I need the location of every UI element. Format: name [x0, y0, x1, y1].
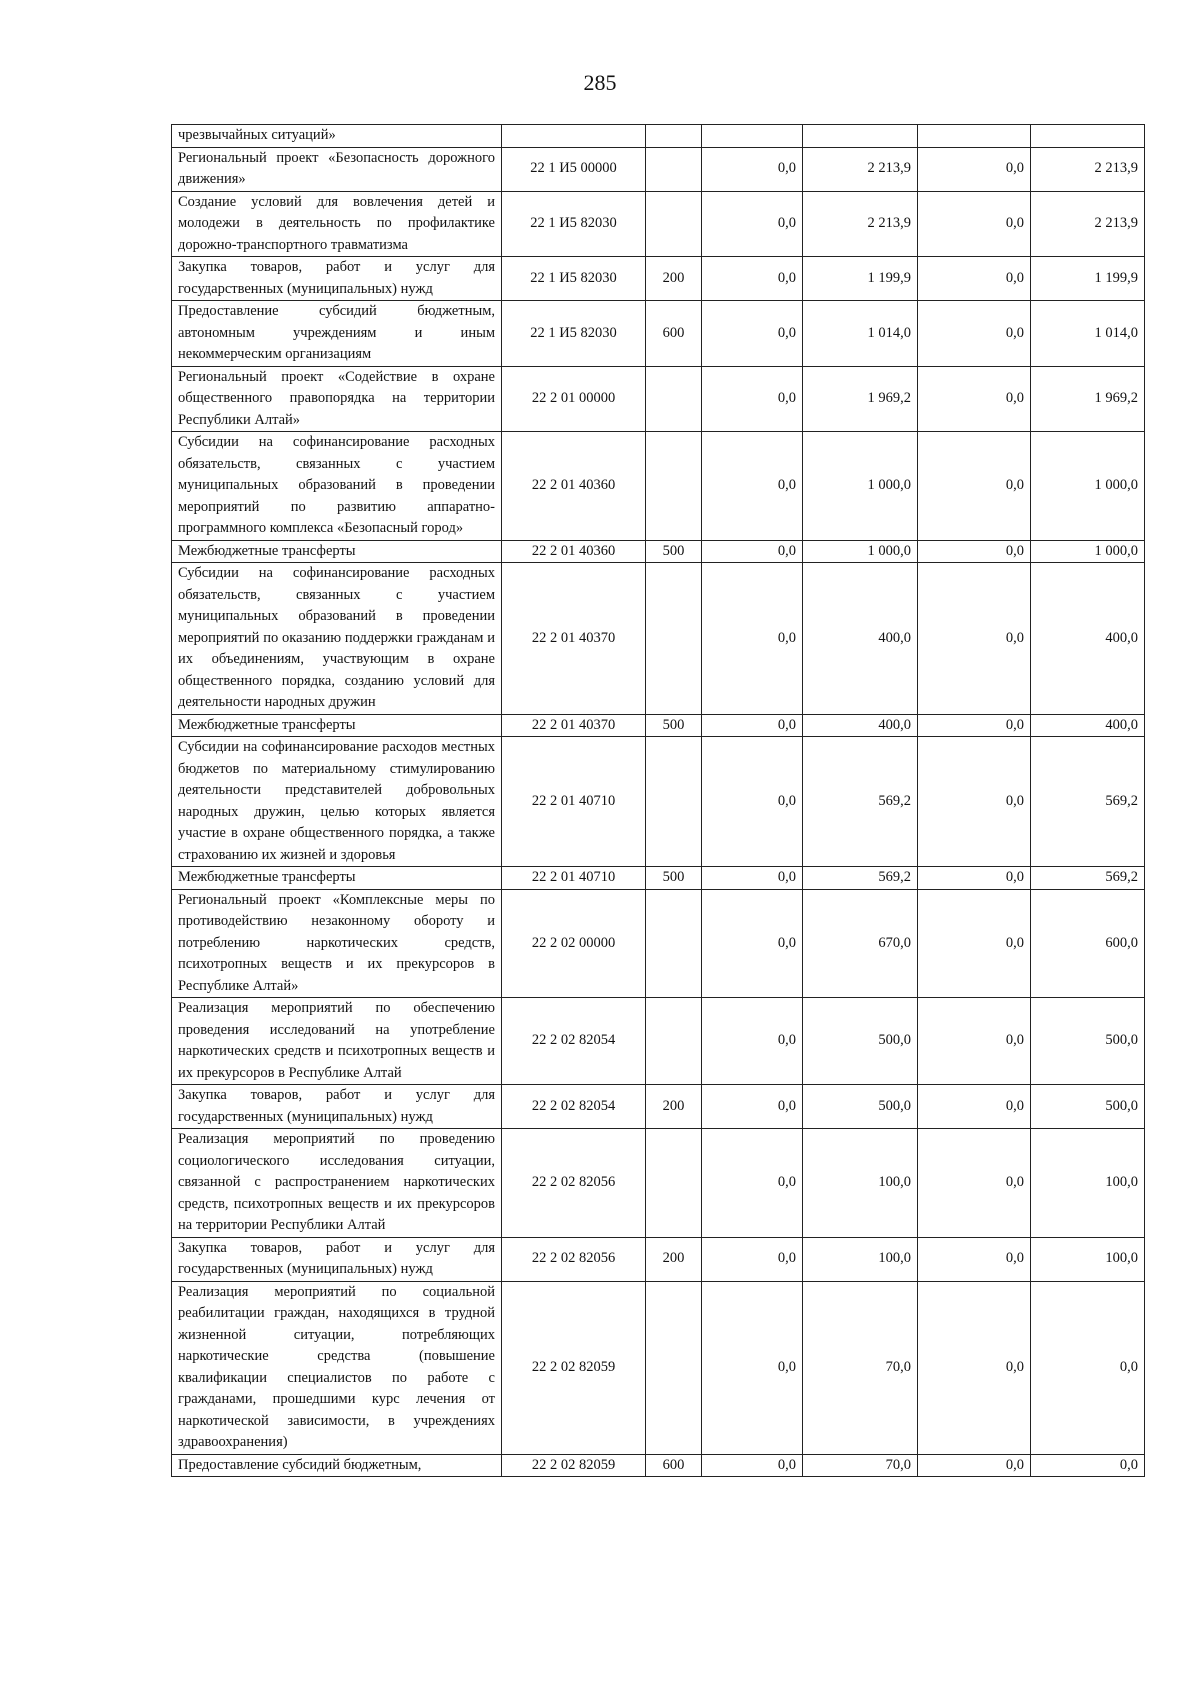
row-value-4: 1 014,0	[1031, 301, 1145, 367]
table-row	[172, 1281, 1145, 1454]
row-expense-type: 600	[646, 1454, 702, 1477]
row-name: Межбюджетные трансферты	[172, 540, 502, 563]
row-expense-type	[646, 366, 702, 432]
row-value-2: 400,0	[803, 714, 918, 737]
row-value-3: 0,0	[918, 540, 1031, 563]
row-value-2: 1 000,0	[803, 540, 918, 563]
row-value-2	[803, 125, 918, 148]
row-expense-type	[646, 737, 702, 867]
row-expense-type	[646, 125, 702, 148]
row-code: 22 2 02 82059	[502, 1281, 646, 1454]
row-value-1: 0,0	[702, 191, 803, 257]
row-expense-type	[646, 889, 702, 998]
row-value-3: 0,0	[918, 1085, 1031, 1129]
row-value-3: 0,0	[918, 563, 1031, 715]
row-name: Закупка товаров, работ и услуг для государственных (муниципальных) нужд	[172, 1237, 502, 1281]
row-code: 22 1 И5 82030	[502, 301, 646, 367]
row-value-4: 1 000,0	[1031, 540, 1145, 563]
row-expense-type	[646, 998, 702, 1085]
row-code: 22 2 02 00000	[502, 889, 646, 998]
row-value-4: 500,0	[1031, 1085, 1145, 1129]
row-value-4: 569,2	[1031, 867, 1145, 890]
row-name: Реализация мероприятий по проведению социологического исследования ситуации, связанной с распространением наркотических средств, психотропных веществ и их прекурсоров на территории Республики Алтай	[172, 1129, 502, 1238]
row-value-2: 100,0	[803, 1129, 918, 1238]
row-value-2: 1 000,0	[803, 432, 918, 541]
row-value-4: 569,2	[1031, 737, 1145, 867]
row-expense-type: 200	[646, 1237, 702, 1281]
row-value-4: 500,0	[1031, 998, 1145, 1085]
table-row	[172, 366, 1145, 432]
row-code: 22 1 И5 00000	[502, 147, 646, 191]
row-name: Закупка товаров, работ и услуг для государственных (муниципальных) нужд	[172, 257, 502, 301]
page-number: 285	[583, 70, 617, 95]
row-value-3: 0,0	[918, 257, 1031, 301]
row-code: 22 2 02 82056	[502, 1237, 646, 1281]
table-row	[172, 563, 1145, 715]
row-value-4: 0,0	[1031, 1454, 1145, 1477]
row-value-2: 1 014,0	[803, 301, 918, 367]
row-value-1: 0,0	[702, 147, 803, 191]
row-code: 22 2 01 00000	[502, 366, 646, 432]
row-value-3: 0,0	[918, 366, 1031, 432]
row-value-1: 0,0	[702, 432, 803, 541]
row-value-1: 0,0	[702, 301, 803, 367]
row-value-3: 0,0	[918, 1237, 1031, 1281]
row-value-2: 569,2	[803, 867, 918, 890]
row-name: Предоставление субсидий бюджетным, автономным учреждениям и иным некоммерческим организациям	[172, 301, 502, 367]
row-value-2: 2 213,9	[803, 191, 918, 257]
row-expense-type	[646, 1129, 702, 1238]
row-value-1: 0,0	[702, 1281, 803, 1454]
row-expense-type	[646, 432, 702, 541]
row-value-2: 1 199,9	[803, 257, 918, 301]
row-value-3: 0,0	[918, 432, 1031, 541]
row-expense-type: 200	[646, 1085, 702, 1129]
row-value-2: 500,0	[803, 1085, 918, 1129]
row-value-4: 1 969,2	[1031, 366, 1145, 432]
table-row	[172, 1454, 1145, 1477]
row-expense-type	[646, 191, 702, 257]
row-code: 22 2 02 82054	[502, 998, 646, 1085]
row-name: Субсидии на софинансирование расходных обязательств, связанных с участием муниципальных образований в проведении мероприятий по оказанию поддержки гражданам и их объединениям, участвующим в охране общественного порядка, созданию условий для деятельности народных дружин	[172, 563, 502, 715]
row-value-3: 0,0	[918, 998, 1031, 1085]
row-code: 22 1 И5 82030	[502, 191, 646, 257]
row-expense-type	[646, 1281, 702, 1454]
row-code: 22 2 02 82056	[502, 1129, 646, 1238]
table-row	[172, 147, 1145, 191]
row-name: чрезвычайных ситуаций»	[172, 125, 502, 148]
row-name: Региональный проект «Содействие в охране общественного правопорядка на территории Республики Алтай»	[172, 366, 502, 432]
row-value-4	[1031, 125, 1145, 148]
row-expense-type: 500	[646, 540, 702, 563]
table-row	[172, 867, 1145, 890]
row-value-4: 100,0	[1031, 1237, 1145, 1281]
row-expense-type: 500	[646, 714, 702, 737]
row-code: 22 2 01 40360	[502, 432, 646, 541]
row-value-1: 0,0	[702, 1129, 803, 1238]
row-value-1: 0,0	[702, 1237, 803, 1281]
row-value-3: 0,0	[918, 191, 1031, 257]
row-name: Закупка товаров, работ и услуг для государственных (муниципальных) нужд	[172, 1085, 502, 1129]
row-code: 22 2 01 40710	[502, 867, 646, 890]
row-name: Реализация мероприятий по обеспечению проведения исследований на употребление наркотических средств и психотропных веществ и их прекурсоров в Республике Алтай	[172, 998, 502, 1085]
row-value-3: 0,0	[918, 1129, 1031, 1238]
row-value-2: 500,0	[803, 998, 918, 1085]
row-value-2: 1 969,2	[803, 366, 918, 432]
table-row	[172, 737, 1145, 867]
row-name: Региональный проект «Безопасность дорожного движения»	[172, 147, 502, 191]
row-name: Межбюджетные трансферты	[172, 714, 502, 737]
table-row	[172, 998, 1145, 1085]
row-value-3: 0,0	[918, 737, 1031, 867]
table-row	[172, 257, 1145, 301]
table-row	[172, 1129, 1145, 1238]
table-row	[172, 301, 1145, 367]
table-row	[172, 125, 1145, 148]
row-value-3	[918, 125, 1031, 148]
row-value-3: 0,0	[918, 301, 1031, 367]
row-value-1: 0,0	[702, 867, 803, 890]
row-value-3: 0,0	[918, 1454, 1031, 1477]
row-value-4: 2 213,9	[1031, 191, 1145, 257]
table-row	[172, 889, 1145, 998]
row-expense-type	[646, 563, 702, 715]
row-value-1: 0,0	[702, 366, 803, 432]
row-value-4: 600,0	[1031, 889, 1145, 998]
row-code: 22 2 01 40710	[502, 737, 646, 867]
row-code: 22 2 02 82054	[502, 1085, 646, 1129]
row-value-4: 400,0	[1031, 714, 1145, 737]
row-code: 22 1 И5 82030	[502, 257, 646, 301]
row-code: 22 2 01 40370	[502, 563, 646, 715]
table-row	[172, 191, 1145, 257]
row-value-1	[702, 125, 803, 148]
table-row	[172, 540, 1145, 563]
row-value-1: 0,0	[702, 257, 803, 301]
row-expense-type	[646, 147, 702, 191]
row-code: 22 2 02 82059	[502, 1454, 646, 1477]
row-value-1: 0,0	[702, 563, 803, 715]
row-value-2: 70,0	[803, 1281, 918, 1454]
budget-table-body	[172, 125, 1145, 1477]
row-value-1: 0,0	[702, 737, 803, 867]
row-value-3: 0,0	[918, 147, 1031, 191]
row-value-3: 0,0	[918, 867, 1031, 890]
budget-table	[171, 124, 1145, 1477]
table-row	[172, 1237, 1145, 1281]
row-value-1: 0,0	[702, 1454, 803, 1477]
row-code: 22 2 01 40370	[502, 714, 646, 737]
row-value-2: 569,2	[803, 737, 918, 867]
row-value-3: 0,0	[918, 714, 1031, 737]
row-name: Региональный проект «Комплексные меры по противодействию незаконному обороту и потреблению наркотических средств, психотропных веществ и их прекурсоров в Республике Алтай»	[172, 889, 502, 998]
row-value-2: 2 213,9	[803, 147, 918, 191]
row-value-4: 1 199,9	[1031, 257, 1145, 301]
row-value-4: 100,0	[1031, 1129, 1145, 1238]
row-value-1: 0,0	[702, 1085, 803, 1129]
table-row	[172, 432, 1145, 541]
row-value-2: 100,0	[803, 1237, 918, 1281]
row-expense-type: 200	[646, 257, 702, 301]
row-value-4: 0,0	[1031, 1281, 1145, 1454]
row-name: Создание условий для вовлечения детей и молодежи в деятельность по профилактике дорожно-транспортного травматизма	[172, 191, 502, 257]
row-name: Реализация мероприятий по социальной реабилитации граждан, находящихся в трудной жизненной ситуации, потребляющих наркотические средства (повышение квалификации специалистов по работе с гражданами, прошедшими курс лечения от наркотической зависимости, в учреждениях здравоохранения)	[172, 1281, 502, 1454]
row-value-4: 2 213,9	[1031, 147, 1145, 191]
row-value-4: 400,0	[1031, 563, 1145, 715]
row-name: Предоставление субсидий бюджетным,	[172, 1454, 502, 1477]
row-name: Субсидии на софинансирование расходов местных бюджетов по материальному стимулированию деятельности представителей добровольных народных дружин, целью которых является участие в охране общественного порядка, а также страхованию их жизней и здоровья	[172, 737, 502, 867]
row-value-2: 70,0	[803, 1454, 918, 1477]
row-expense-type: 500	[646, 867, 702, 890]
row-name: Межбюджетные трансферты	[172, 867, 502, 890]
row-value-3: 0,0	[918, 1281, 1031, 1454]
row-value-1: 0,0	[702, 540, 803, 563]
row-value-1: 0,0	[702, 889, 803, 998]
row-expense-type: 600	[646, 301, 702, 367]
row-value-2: 670,0	[803, 889, 918, 998]
table-row	[172, 1085, 1145, 1129]
row-value-4: 1 000,0	[1031, 432, 1145, 541]
row-value-1: 0,0	[702, 998, 803, 1085]
row-name: Субсидии на софинансирование расходных обязательств, связанных с участием муниципальных образований в проведении мероприятий по развитию аппаратно-программного комплекса «Безопасный город»	[172, 432, 502, 541]
table-row	[172, 714, 1145, 737]
row-code: 22 2 01 40360	[502, 540, 646, 563]
row-code	[502, 125, 646, 148]
row-value-1: 0,0	[702, 714, 803, 737]
row-value-3: 0,0	[918, 889, 1031, 998]
row-value-2: 400,0	[803, 563, 918, 715]
